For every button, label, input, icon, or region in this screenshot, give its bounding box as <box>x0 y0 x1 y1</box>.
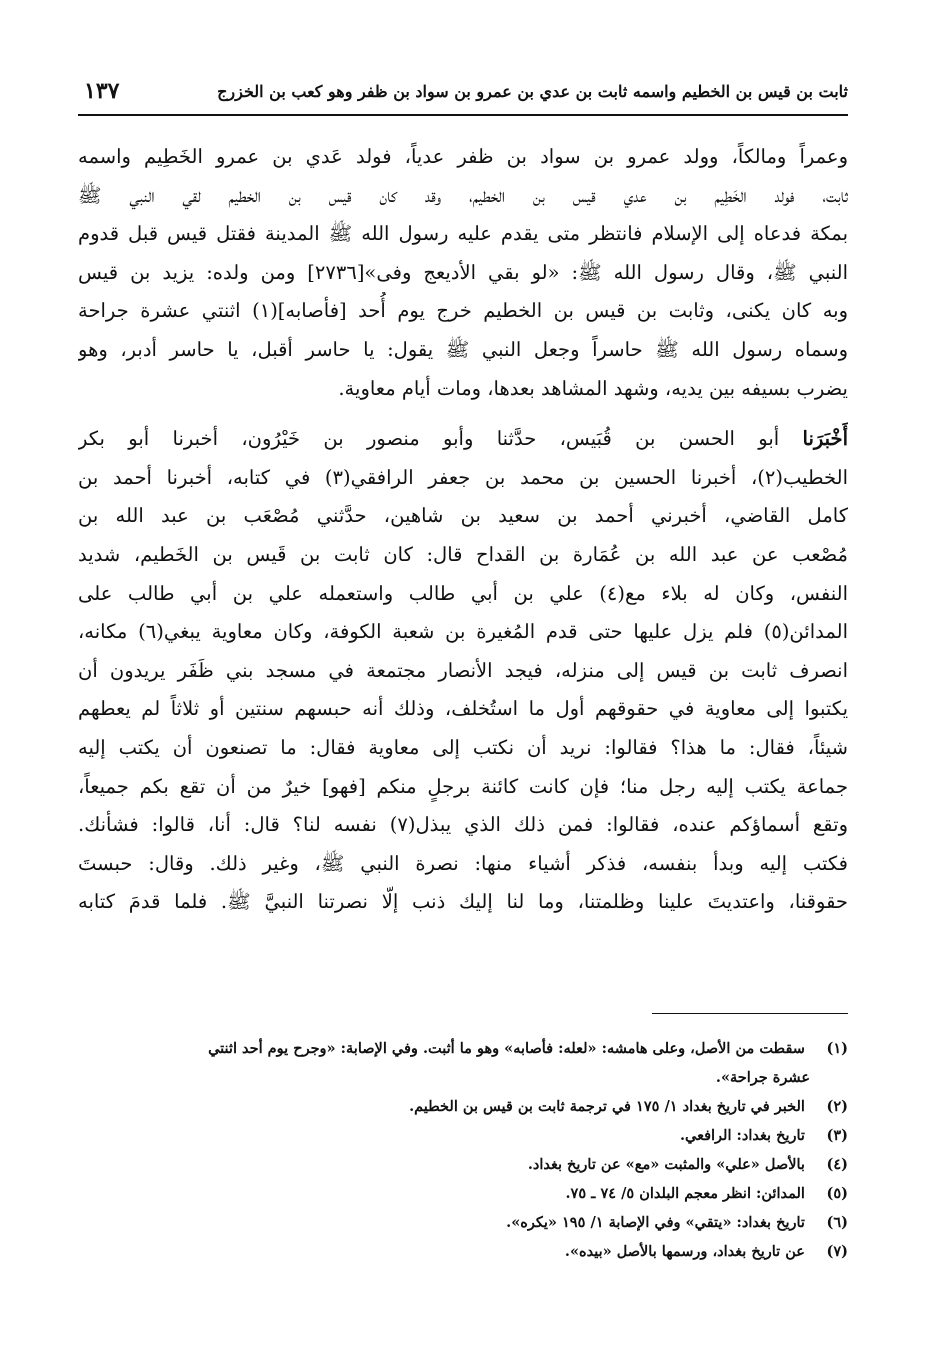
paragraph-1 <box>78 138 848 408</box>
text-line: شيئاً، فقال: ما هذا؟ فقالوا: نريد أن نكتب إلى معاوية فقال: ما تصنعون أن يكتب إليه <box>78 735 848 759</box>
text-line: يضرب بسيفه بين يديه، وشهد المشاهد بعدها، ومات أيام معاوية. <box>338 376 848 400</box>
page-number: ١٣٧ <box>84 78 120 104</box>
paragraph-2 <box>78 420 848 922</box>
footnotes <box>78 1034 848 1266</box>
text-line: الخطيب(٢)، أخبرنا الحسين بن محمد بن جعفر الرافقي(٣) في كتابه، أخبرنا أحمد بن <box>78 465 848 489</box>
text-line: فكتب إليه وبدأ بنفسه، فذكر أشياء منها: نصرة النبي ﷺ، وغير ذلك. وقال: حبستَ <box>78 851 848 875</box>
text-line: مُصْعب عن عبد الله بن عُمَارة بن القداح قال: كان ثابت بن قَيس بن الخَطيم، شديد <box>78 542 848 566</box>
footnote-4 <box>78 1150 848 1179</box>
footnote-text: المدائن: انظر معجم البلدان ٥/ ٧٤ ـ ٧٥. <box>565 1185 805 1202</box>
text-line: النبي ﷺ، وقال رسول الله ﷺ: «لو بقي الأديعج وفى»[٢٧٣٦] ومن ولده: يزيد بن قيس <box>78 260 848 284</box>
footnote-number: (٣) <box>826 1127 848 1144</box>
footnote-6 <box>78 1208 848 1237</box>
footnote-continuation: عشرة جراحة». <box>715 1069 810 1086</box>
footnote-text: بالأصل «علي» والمثبت «مع» عن تاريخ بغداد. <box>527 1156 805 1173</box>
text-line: وبه كان يكنى، وثابت بن قيس بن الخطيم خرج يوم أُحد [فأصابه](١) اثنتي عشرة جراحة <box>78 299 848 323</box>
footnote-text: عن تاريخ بغداد، ورسمها بالأصل «بيده». <box>564 1243 805 1260</box>
footnote-separator <box>652 1013 848 1014</box>
footnote-5 <box>78 1179 848 1208</box>
text-line: جماعة يكتب إليه رجل منا؛ فإن كانت كائنة برجلٍ منكم [فهو] خيرٌ من أن تقع بكم جميعاً، <box>78 774 848 798</box>
text-line: أَخْبَرَنا أبو الحسن بن قُبَيس، حدَّثنا وأبو منصور بن خَيْرُون، أخبرنا أبو بكر <box>78 427 848 451</box>
footnote-text: تاريخ بغداد: الرافعي. <box>679 1127 805 1144</box>
page-header <box>78 78 848 114</box>
footnote-3 <box>78 1121 848 1150</box>
main-text <box>78 138 848 922</box>
footnote-number: (٤) <box>826 1156 848 1173</box>
text-line: وعمراً ومالكاً، وولد عمرو بن سواد بن ظفر عدياً، فولد عَدي بن عمرو الخَطِيم واسمه <box>78 145 848 168</box>
text-line: كامل القاضي، أخبرني أحمد بن سعيد بن شاهين، حدَّثني مُصْعَب بن عبد الله بن <box>78 504 848 528</box>
footnote-text: تاريخ بغداد: «يتقي» وفي الإصابة ١/ ١٩٥ «يكره». <box>506 1214 805 1231</box>
text-line: وسماه رسول الله ﷺ حاسراً وجعل النبي ﷺ يقول: يا حاسر أقبل، يا حاسر أدبر، وهو <box>78 337 848 361</box>
running-title: ثابت بن قيس بن الخطيم واسمه ثابت بن عدي بن عمرو بن سواد بن ظفر وهو كعب بن الخزرج <box>217 82 848 101</box>
text-line: حقوقنا، واعتديتَ علينا وظلمتنا، وما لنا إليك ذنب إلّا نصرتنا النبيَّ ﷺ. فلما قدمَ كتابه <box>78 890 848 914</box>
footnote-text: الخبر في تاريخ بغداد ١/ ١٧٥ في ترجمة ثابت بن قيس بن الخطيم. <box>409 1098 805 1115</box>
footnote-number: (٥) <box>826 1185 848 1202</box>
footnote-number: (٧) <box>826 1243 848 1260</box>
text-line: انصرف ثابت بن قيس إلى منزله، فيجد الأنصار مجتمعة في مسجد بني ظَفَر يريدون أن <box>78 658 848 682</box>
footnote-number: (٦) <box>826 1214 848 1231</box>
text-line: وتقع أسماؤكم عنده، فقالوا: فمن ذلك الذي يبذل(٧) نفسه لنا؟ قال: أنا، قالوا: فشأنك. <box>78 813 848 837</box>
text-line: يكتبوا إلى معاوية في حقوقهم أول ما استُخلف، وذلك أنه حبسهم سنتين أو ثلاثاً لم يعطهم <box>78 697 848 721</box>
text-line: ثابت، فولد الخَطِيم بن عدي قيس بن الخطيم، وقد كان قيس بن الخطيم لقي النبي ﷺ <box>78 183 848 207</box>
paragraph-lead-word: أَخْبَرَنا <box>802 427 848 451</box>
footnote-number: (٢) <box>826 1098 848 1115</box>
footnote-text: سقطت من الأصل، وعلى هامشه: «لعله: فأصابه» وهو ما أثبت. وفي الإصابة: «وجرح يوم أحد اثنتي <box>208 1040 805 1057</box>
footnote-1 <box>78 1034 848 1092</box>
footnote-2 <box>78 1092 848 1121</box>
text-line: بمكة فدعاه إلى الإسلام فانتظر متى يقدم عليه رسول الله ﷺ المدينة فقتل قيس قبل قدوم <box>78 222 848 246</box>
footnote-7 <box>78 1237 848 1266</box>
footnote-number: (١) <box>826 1040 848 1057</box>
text-line: المدائن(٥) فلم يزل عليها حتى قدم المُغيرة بن شعبة الكوفة، وكان معاوية يبغي(٦) مكانه، <box>78 620 848 644</box>
text-line: النفس، وكان له بلاء مع(٤) علي بن أبي طالب واستعمله علي بن أبي طالب على <box>78 581 848 605</box>
header-rule <box>78 114 848 116</box>
